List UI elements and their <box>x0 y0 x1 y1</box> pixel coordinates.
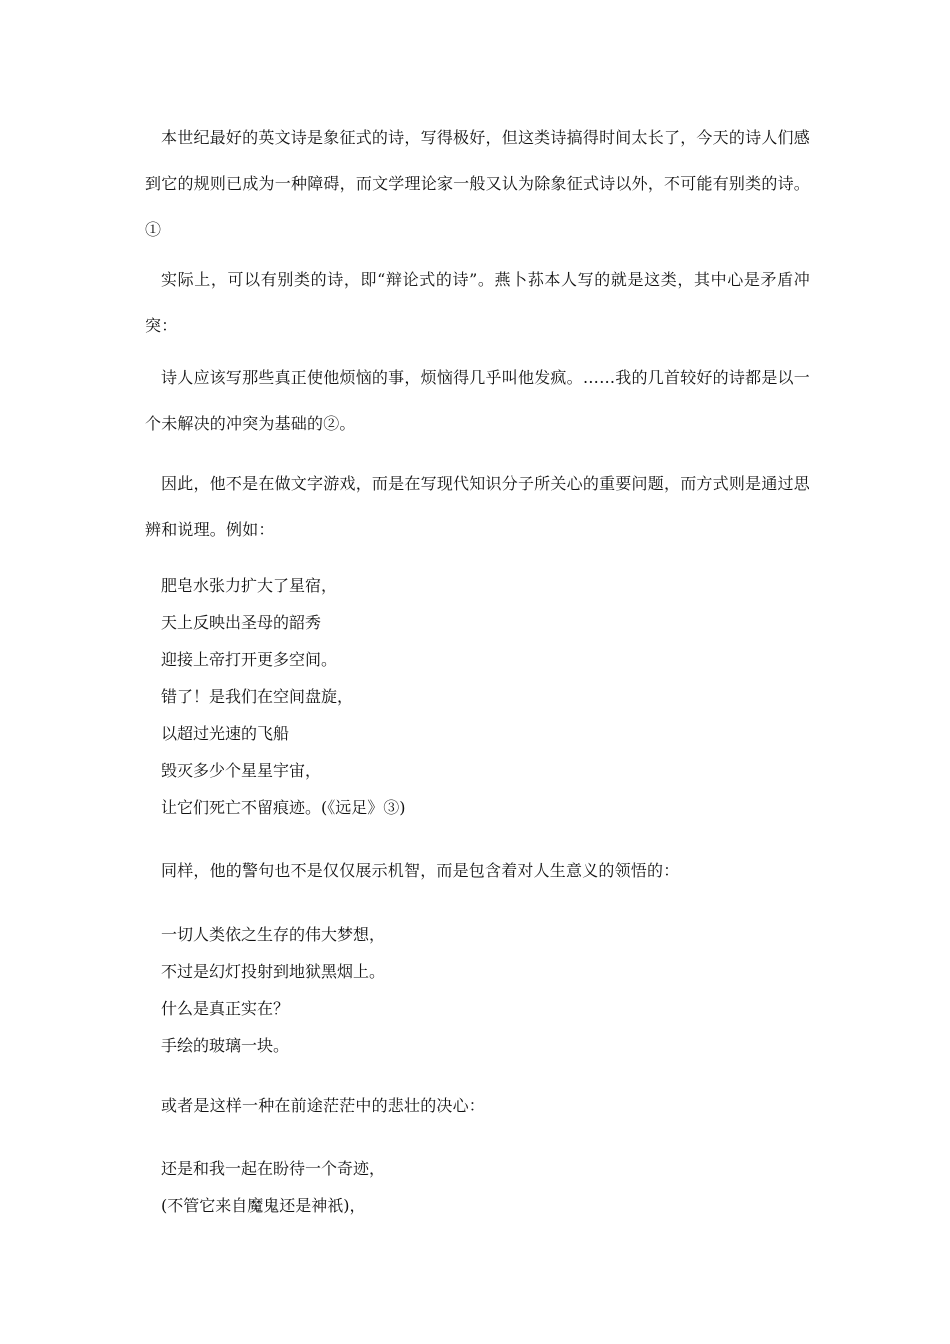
verse-line: 错了！是我们在空间盘旋， <box>161 687 354 706</box>
verse-line: 迎接上帝打开更多空间。 <box>161 650 338 669</box>
verse-line: 不过是幻灯投射到地狱黑烟上。 <box>161 962 386 981</box>
verse-line: 肥皂水张力扩大了星宿， <box>161 576 338 595</box>
paragraph-resolution: 或者是这样一种在前途茫茫中的悲壮的决心： <box>161 1096 486 1115</box>
verse-line: (不管它来自魔鬼还是神祇)， <box>161 1196 366 1215</box>
verse-great-dreams <box>161 916 781 1064</box>
paragraph-empson-quote: 诗人应该写那些真正使他烦恼的事，烦恼得几乎叫他发疯。……我的几首较好的诗都是以一个未解决的冲突为基础的②。 <box>145 368 810 433</box>
paragraph-argumentative-poetry: 实际上，可以有别类的诗，即“辩论式的诗”。燕卜荪本人写的就是这类，其中心是矛盾冲突： <box>145 270 810 335</box>
verse-line: 什么是真正实在？ <box>161 999 290 1018</box>
verse-line: 天上反映出圣母的韶秀 <box>161 613 322 632</box>
paragraph-symbolist-poetry: 本世纪最好的英文诗是象征式的诗，写得极好，但这类诗搞得时间太长了，今天的诗人们感到它的规则已成为一种障碍，而文学理论家一般又认为除象征式诗以外，不可能有别类的诗。① <box>145 128 810 239</box>
verse-miracle <box>161 1150 781 1224</box>
verse-line: 一切人类依之生存的伟大梦想， <box>161 925 386 944</box>
verse-line: 毁灭多少个星星宇宙， <box>161 761 322 780</box>
verse-line: 还是和我一起在盼待一个奇迹， <box>161 1159 386 1178</box>
verse-line: 以超过光速的飞船 <box>161 724 290 743</box>
verse-line: 手绘的玻璃一块。 <box>161 1036 290 1055</box>
paragraph-epigrams: 同样，他的警句也不是仅仅展示机智，而是包含着对人生意义的领悟的： <box>161 861 680 880</box>
paragraph-therefore: 因此，他不是在做文字游戏，而是在写现代知识分子所关心的重要问题，而方式则是通过思辨和说理。例如： <box>145 474 810 539</box>
verse-line: 让它们死亡不留痕迹。(《远足》③) <box>161 798 406 817</box>
verse-excursion <box>161 567 781 826</box>
